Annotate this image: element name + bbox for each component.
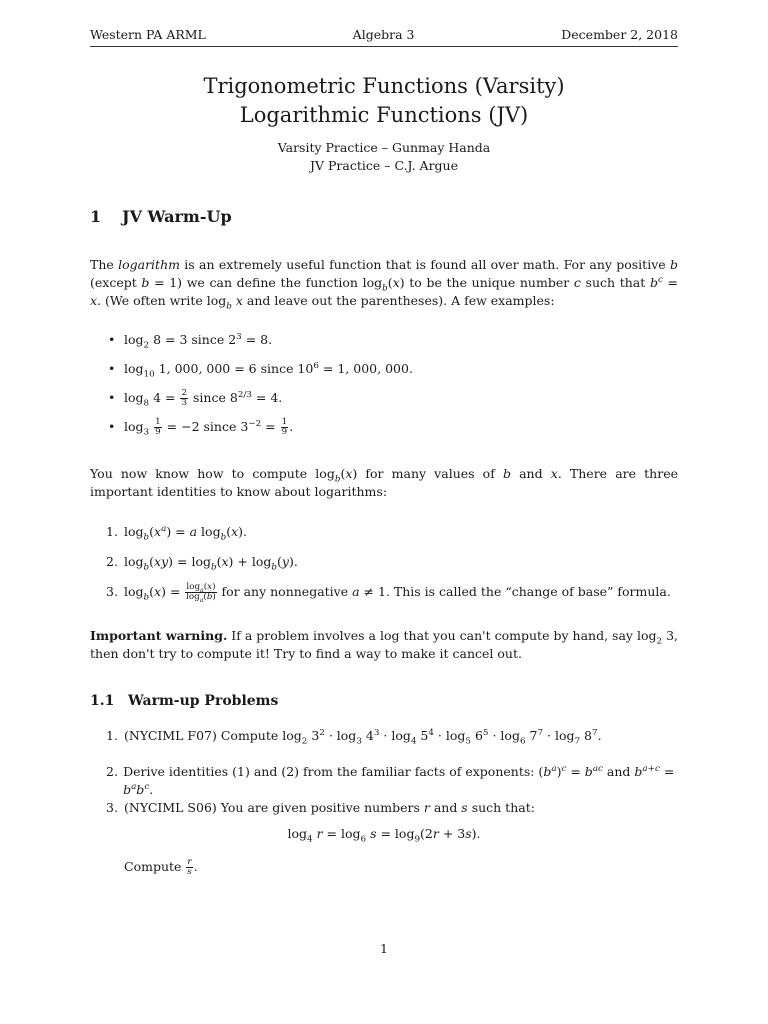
- list-item: 2. Derive identities (1) and (2) from the familiar facts of exponents: $(b^a)^c = b^{ac}$ and $b^{a+c} = b^ab^c$.: [106, 764, 675, 798]
- author-line-2: JV Practice – C.J. Argue: [310, 157, 458, 173]
- main-content: [90, 205, 678, 877]
- problem-list: [90, 727, 678, 817]
- equation: $\log_4 r = \log_6 s = \log_9(2r + 3s)$.: [287, 826, 481, 845]
- example-list: [90, 331, 678, 447]
- authors: [90, 139, 678, 175]
- list-item: • $\log_8 4$ = $\frac{2}{3}$ since $8^{2/3} = 4$.: [108, 387, 283, 409]
- subsection-heading: 1.1 Warm-up Problems: [90, 693, 279, 710]
- list-item: 1. $\log_b(x^a) = a$ $\log_b(x)$.: [106, 523, 247, 543]
- list-item: • $\log_3$ $\frac{1}{9}$ = −2 since $3^{-2}$ = $\frac{1}{9}$ .: [108, 416, 294, 438]
- title-block: [90, 72, 678, 175]
- header-left: Western PA ARML: [90, 27, 206, 42]
- list-item: • $\log_2 8 = 3$ since $2^3 = 8$.: [108, 331, 273, 351]
- list-item: 3. $\log_b(x)$ = $\frac{\log_a(x)}{\log_a(b)}$ for any nonnegative a ≠ 1. This is called the “change of base” formula.: [106, 581, 671, 604]
- title-line-2: Logarithmic Functions (JV): [239, 103, 529, 128]
- running-header: [90, 26, 678, 44]
- intro-paragraph: The logarithm is an extremely useful function that is found all over math. For any positive b (except b = 1) we can define the function $\log_b(x)$ to be the unique number c such that $b^c = x$. (We often write $\log_b x$ and leave out the parentheses). A few examples:: [90, 257, 679, 312]
- list-item: 3. (NYCIML S06) You are given positive numbers r and s such that:: [106, 800, 535, 816]
- list-item: 1. (NYCIML F07) Compute $\log_2 3^2 \cdot \log_3 4^3 \cdot \log_4 5^4 \cdot \log_5 6^5 \cdot \log_6 7^7 \cdot \log_7 8^7$.: [106, 728, 602, 747]
- title-line-1: Trigonometric Functions (Varsity): [203, 74, 565, 98]
- identities-paragraph: You now know how to compute $\log_b(x)$ for many values of b and x. There are three important identities to know about logarithms:: [90, 465, 678, 499]
- author-line-1: Varsity Practice – Gunmay Handa: [277, 139, 491, 155]
- list-item: 2. $\log_b(xy) = \log_b(x) + \log_b(y)$.: [106, 553, 298, 573]
- warning-paragraph: Important warning. If a problem involves a log that you can't compute by hand, say $\log_2 3$, then don't try to compute it! Try to find a way to make it cancel out.: [90, 627, 678, 661]
- header-right: December 2, 2018: [561, 27, 678, 42]
- header-rule: [90, 46, 678, 47]
- list-item: • $\log_{10} 1$, 000, 000 = 6 since $10^6 = 1$, 000, 000.: [108, 360, 413, 380]
- compute-line: Compute $\frac{r}{s}$ .: [124, 856, 198, 877]
- header-center: Algebra 3: [352, 27, 415, 42]
- page-number: 1: [380, 941, 388, 956]
- identities-list: [90, 523, 678, 617]
- section-heading: 1 JV Warm-Up: [90, 207, 232, 226]
